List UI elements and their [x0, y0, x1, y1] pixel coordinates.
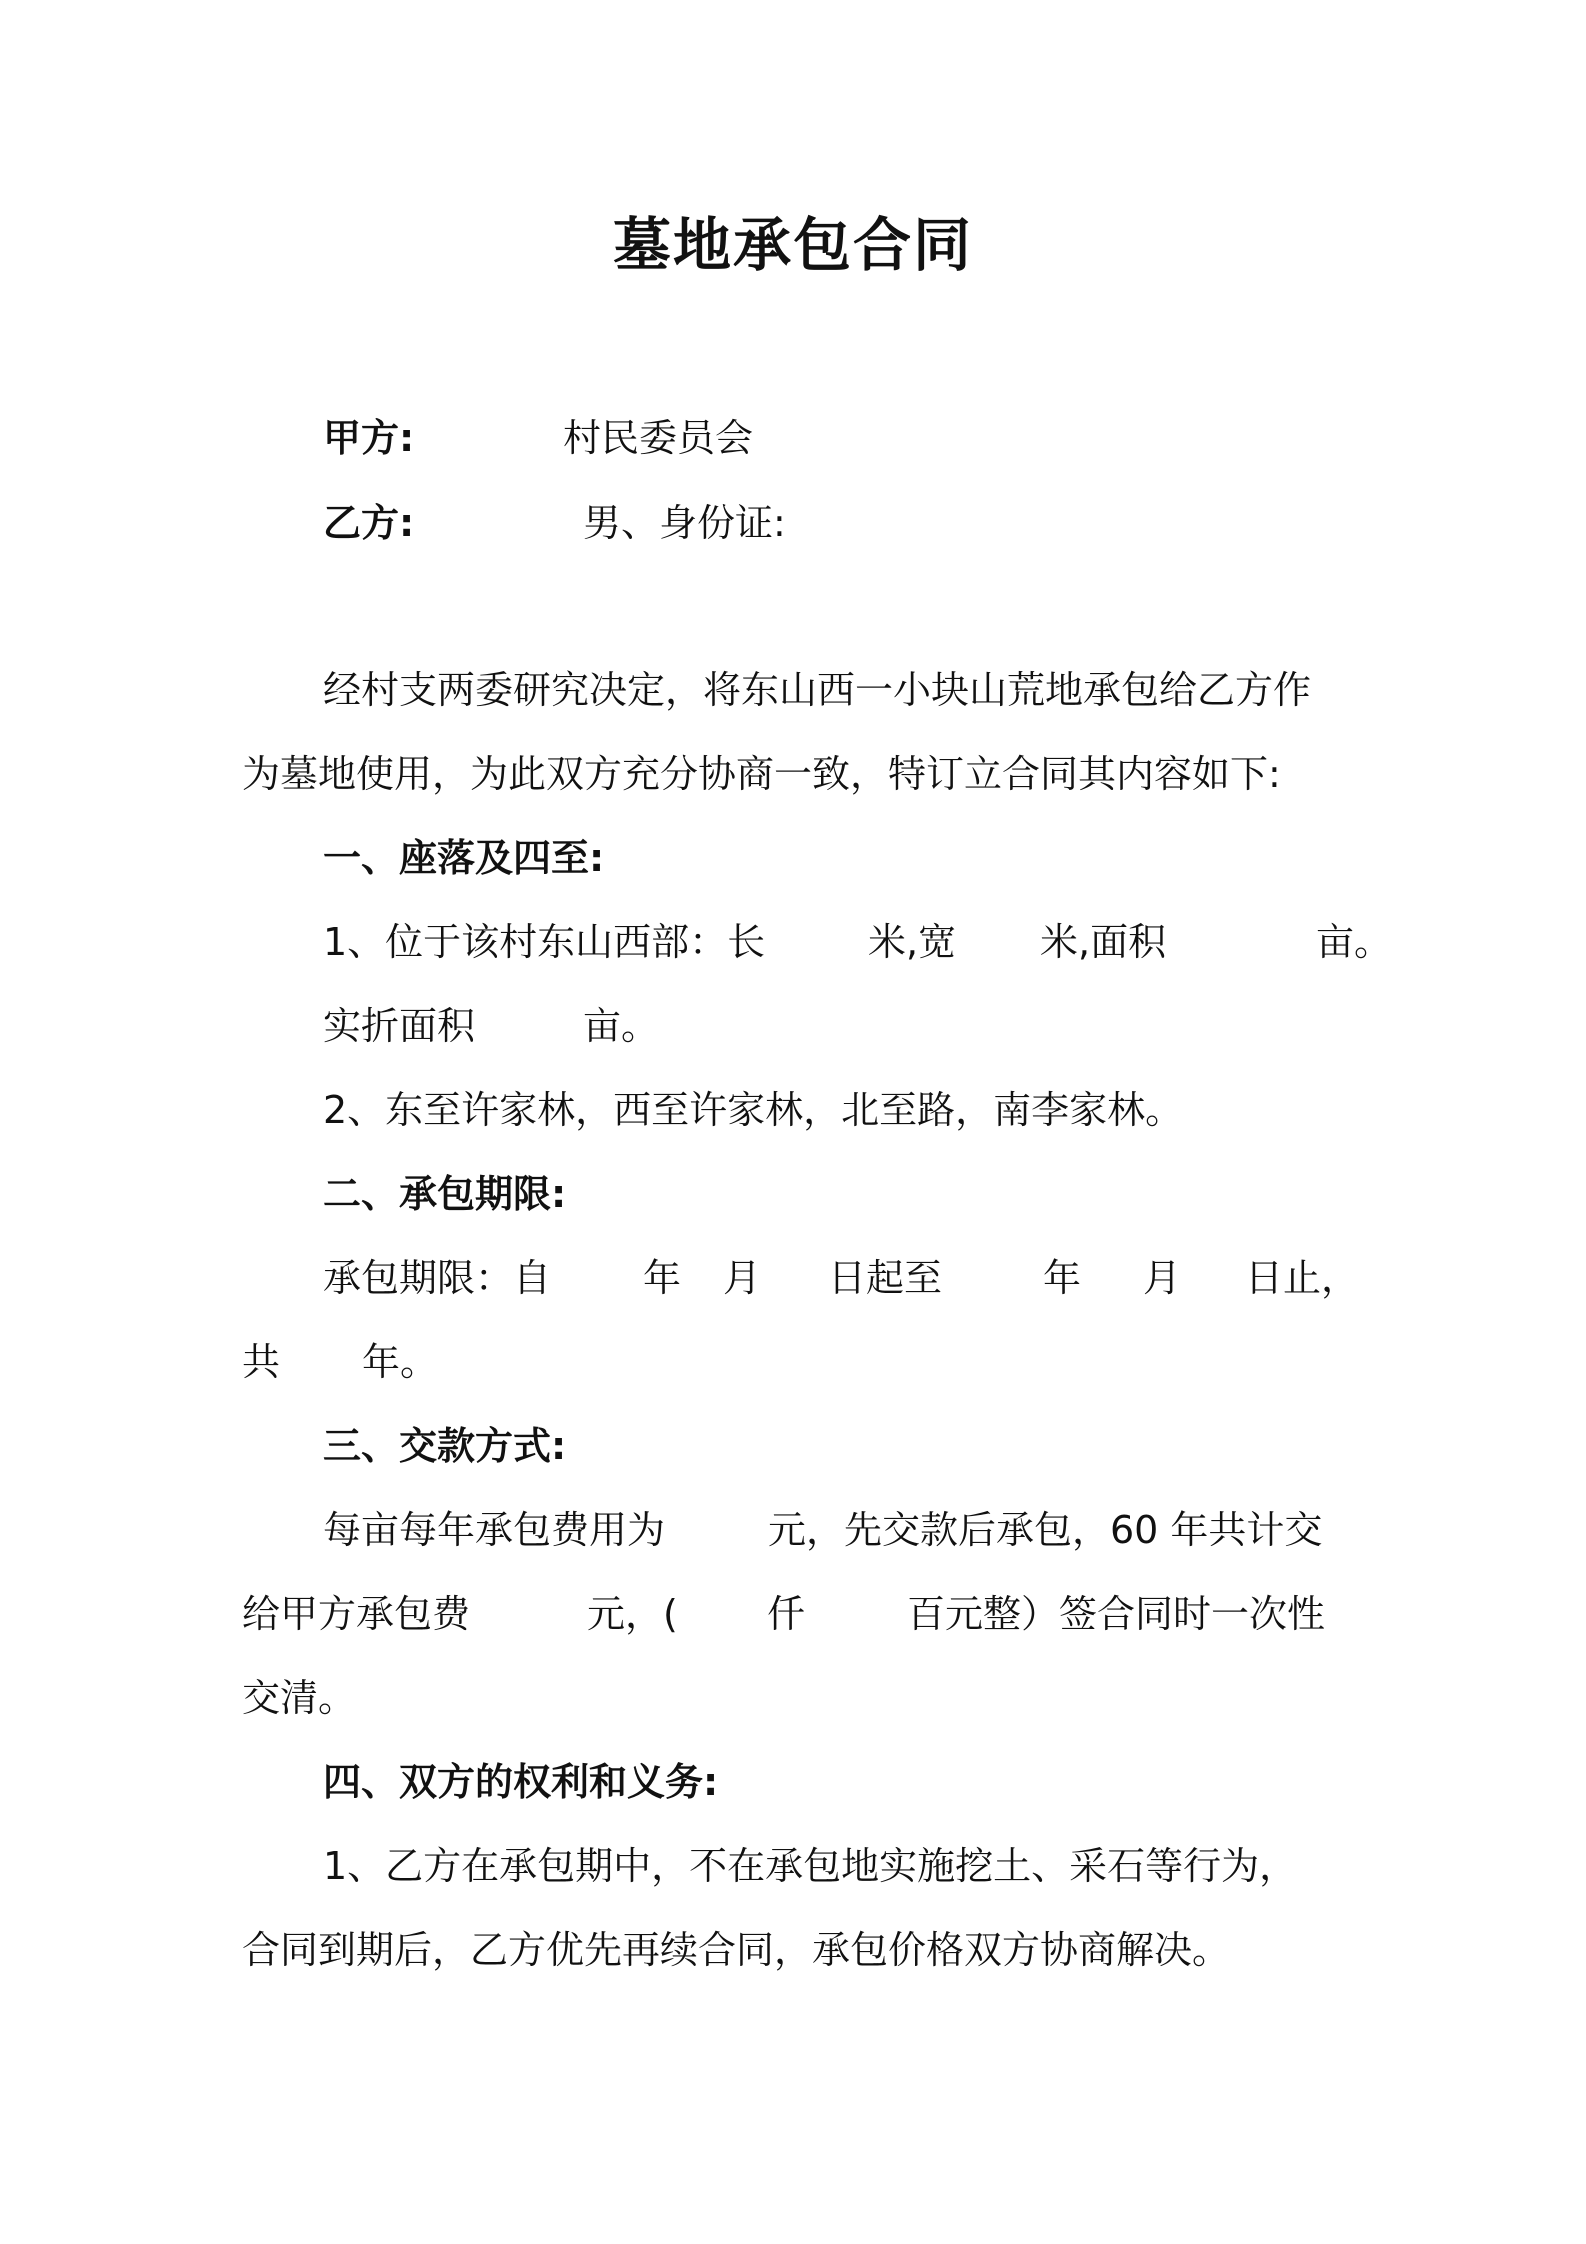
section-1-item-1-line-1: [323, 914, 1393, 970]
section-3-line-1: [323, 1502, 1353, 1558]
fee-thousand-unit: 仟: [767, 1592, 806, 1636]
party-b-value: 男、身份证:: [583, 501, 786, 545]
section-4-heading: 四、双方的权利和义务:: [323, 1760, 719, 1804]
term-from-year: 年: [643, 1256, 682, 1300]
section-2-line-1: [323, 1250, 1360, 1306]
party-a-value: 村民委员会: [563, 416, 754, 460]
actual-area-unit: 亩。: [583, 1004, 660, 1048]
term-to-year: 年: [1043, 1256, 1082, 1300]
fee-hundred-unit: 百元整）签合同时一次性: [907, 1592, 1326, 1636]
term-total-unit: 年。: [362, 1340, 439, 1384]
section-1-item-2: 2、东至许家林，西至许家林，北至路，南李家林。: [323, 1088, 1184, 1132]
intro-line-2: 为墓地使用，为此双方充分协商一致，特订立合同其内容如下:: [242, 752, 1281, 796]
fee-per-mu-label: 每亩每年承包费用为: [323, 1508, 666, 1552]
party-b-label: 乙方:: [323, 501, 415, 545]
term-to-day: 日止，: [1245, 1256, 1360, 1300]
location-length-label: 1、位于该村东山西部：长: [323, 920, 766, 964]
section-2-line-2: [242, 1334, 642, 1390]
section-4-item-1-line-2: 合同到期后，乙方优先再续合同，承包价格双方协商解决。: [242, 1928, 1231, 1972]
section-4-item-1-line-1: 1、乙方在承包期中，不在承包地实施挖土、采石等行为，: [323, 1844, 1298, 1888]
term-total-label: 共: [242, 1340, 281, 1384]
section-1-heading: 一、座落及四至:: [323, 836, 605, 880]
term-from-label: 承包期限：自: [323, 1256, 552, 1300]
location-area-label: 米,面积: [1040, 920, 1167, 964]
actual-area-label: 实折面积: [323, 1004, 476, 1048]
section-3-line-2: [242, 1586, 1352, 1642]
section-3-heading: 三、交款方式:: [323, 1424, 567, 1468]
fee-total-unit: 元，(: [587, 1592, 678, 1636]
section-1-item-1-line-2: [323, 998, 923, 1054]
term-to-month: 月: [1143, 1256, 1182, 1300]
location-area-unit: 亩。: [1316, 920, 1393, 964]
term-to-label: 日起至: [828, 1256, 943, 1300]
location-width-label: 米,宽: [868, 920, 957, 964]
term-from-month: 月: [723, 1256, 762, 1300]
section-2-heading: 二、承包期限:: [323, 1172, 567, 1216]
fee-total-label: 给甲方承包费: [242, 1592, 471, 1636]
fee-payment-terms: 元，先交款后承包，60 年共计交: [768, 1508, 1323, 1552]
party-a-label: 甲方:: [323, 416, 415, 460]
intro-line-1: 经村支两委研究决定，将东山西一小块山荒地承包给乙方作: [323, 668, 1312, 712]
document-title: 墓地承包合同: [612, 211, 973, 279]
section-3-line-3: 交清。: [242, 1676, 357, 1720]
